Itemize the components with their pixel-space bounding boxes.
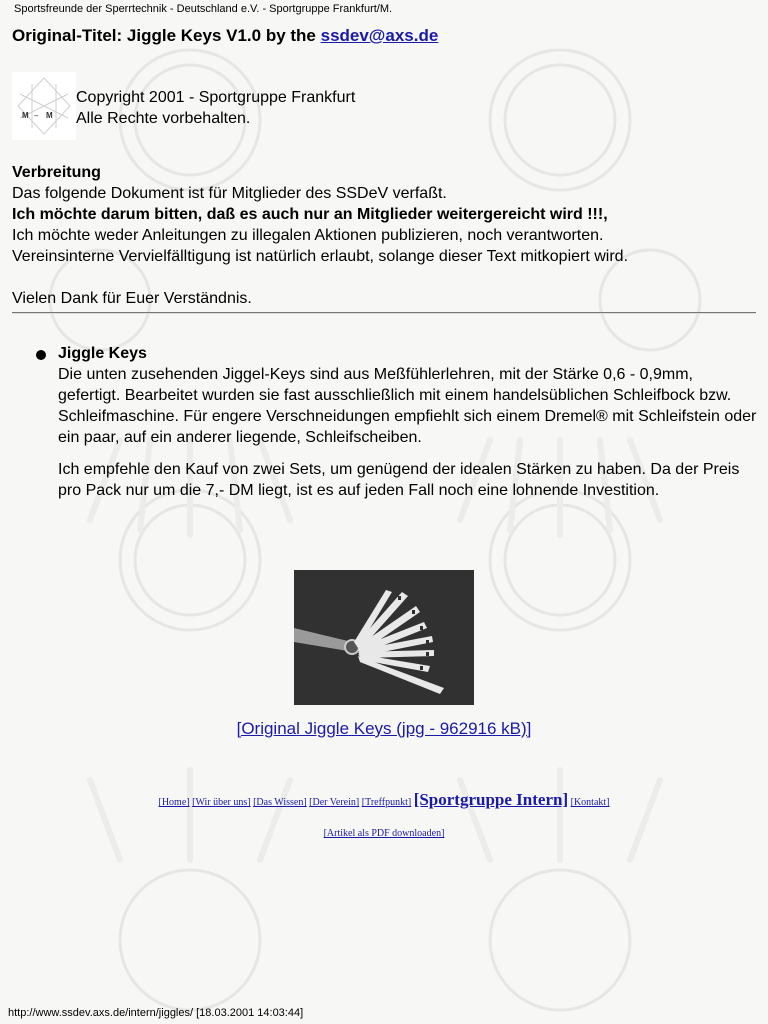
copyright-block — [76, 87, 355, 129]
nav-about[interactable]: [Wir über uns] — [192, 797, 251, 808]
pdf-row — [0, 828, 768, 839]
svg-text:–: – — [34, 111, 39, 120]
club-logo — [12, 72, 76, 140]
svg-text:M: M — [22, 111, 29, 120]
distribution-request: Ich möchte darum bitten, daß es auch nur an Mitglieder weitergereicht wird !!!, — [12, 206, 608, 223]
photo-link-row — [0, 719, 768, 739]
jiggle-heading: Jiggle Keys — [58, 345, 147, 362]
rights-line: Alle Rechte vorbehalten. — [76, 110, 251, 127]
nav-knowledge[interactable]: [Das Wissen] — [253, 797, 307, 808]
distribution-heading: Verbreitung — [12, 164, 101, 181]
pdf-download-link[interactable]: [Artikel als PDF downloaden] — [323, 828, 445, 839]
nav-meeting[interactable]: [Treffpunkt] — [361, 797, 412, 808]
print-footer: http://www.ssdev.axs.de/intern/jiggles/ [18.03.2001 14:03:44] — [8, 1007, 304, 1019]
distribution-section — [12, 162, 757, 309]
footer-nav — [0, 790, 768, 810]
email-link[interactable]: ssdev@axs.de — [320, 26, 439, 45]
nav-club[interactable]: [Der Verein] — [309, 797, 360, 808]
jiggle-paragraph: Ich empfehle den Kauf von zwei Sets, um genügend der idealen Stärken zu haben. Da der Preis pro Pack nur um die 7,- DM liegt, ist es auf jeden Fall noch eine lohnende Investition. — [58, 461, 740, 499]
title-text: Original-Titel: Jiggle Keys V1.0 by the — [12, 26, 321, 45]
original-photo-link[interactable]: [Original Jiggle Keys (jpg - 962916 kB)] — [236, 719, 532, 738]
distribution-text: Ich möchte weder Anleitungen zu illegalen Aktionen publizieren, noch verantworten. — [12, 227, 604, 244]
jiggle-section — [58, 343, 758, 501]
svg-text:M: M — [46, 111, 53, 120]
bullet-icon — [36, 350, 46, 360]
nav-intern[interactable]: [Sportgruppe Intern] — [413, 790, 569, 809]
nav-contact[interactable]: [Kontakt] — [570, 797, 610, 808]
thanks-text: Vielen Dank für Euer Verständnis. — [12, 290, 252, 307]
page-title — [12, 26, 438, 46]
jiggle-keys-photo[interactable] — [294, 570, 474, 705]
copyright-line: Copyright 2001 - Sportgruppe Frankfurt — [76, 89, 356, 106]
nav-home[interactable]: [Home] — [158, 797, 190, 808]
print-header: Sportsfreunde der Sperrtechnik - Deutschland e.V. - Sportgruppe Frankfurt/M. — [14, 3, 393, 15]
jiggle-paragraph: Die unten zusehenden Jiggel-Keys sind aus Meßfühlerlehren, mit der Stärke 0,6 - 0,9mm, gefertigt. Bearbeitet wurden sie fast ausschließlich mit einem handelsüblichen Schleifbock bzw. Schleifmaschine. Für engere Verschneidungen empfiehlt sich einem Dremel® mit Schleifstein oder ein paar, auf ein anderer liegende, Schleifscheiben. — [58, 366, 757, 446]
divider — [12, 312, 756, 314]
distribution-text: Das folgende Dokument ist für Mitglieder des SSDeV verfaßt. — [12, 185, 447, 202]
distribution-text: Vereinsinterne Vervielfälltigung ist natürlich erlaubt, solange dieser Text mitkopiert wird. — [12, 248, 629, 265]
